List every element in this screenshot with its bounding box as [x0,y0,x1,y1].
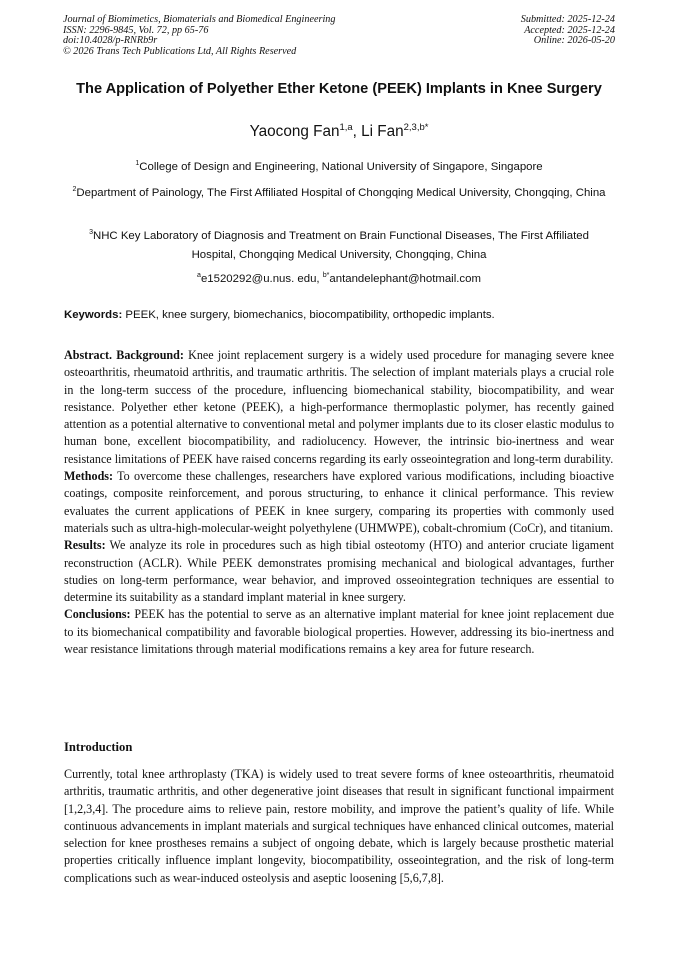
affiliation-3 [70,227,608,265]
keywords-label: Keywords: [64,309,123,321]
author-2-name: Li Fan [361,123,404,140]
affiliation-2-text: Department of Painology, The First Affiliated Hospital of Chongqing Medical University, Chongqing, China [76,187,606,199]
abstract-methods-label: Methods: [64,469,114,484]
accepted-date: Accepted: 2025-12-24 [524,24,615,36]
affiliation-1-sup: 1 [135,160,140,168]
affiliation-2 [70,184,608,203]
affiliation-1 [70,158,608,177]
abstract-conclusions-text: PEEK has the potential to serve as an alternative implant material for knee joint replacement due to its biomechanical compatibility and favorable biological properties. However, addressing its bio-inertness and wear resistance limitations through material modifications remains a key area for future research. [64,607,614,657]
affiliation-3-text: NHC Key Laboratory of Diagnosis and Treatment on Brain Functional Diseases, The First Affiliated Hospital, Chongqing Medical University, Chongqing, China [92,230,589,261]
keywords-text: PEEK, knee surgery, biomechanics, biocompatibility, orthopedic implants. [122,309,495,321]
affiliation-1-text: College of Design and Engineering, National University of Singapore, Singapore [139,161,543,173]
abstract-background-text: Knee joint replacement surgery is a widely used procedure for managing severe knee osteoarthritis, rheumatoid arthritis, and traumatic arthritis. The selection of implant materials plays a crucial role in the long-term success of the procedure, influencing biomechanical stability, biocompatibility, and wear resistance. Polyether ether ketone (PEEK), a high-performance thermoplastic polymer, has recently gained attention as a potential alternative to conventional metal and polymer implants due to its closer elastic modulus to human bone, excellent biocompatibility, and radiolucency. However, the intrinsic bio-inertness and wear resistance limitations of PEEK have raised concerns regarding its early osseointegration and long-term durability. [64,348,614,466]
email-line [70,270,608,289]
abstract-results-label: Results: [64,538,106,553]
doi-line: doi:10.4028/p-RNRb9r [63,35,158,46]
author-2-sup: 2,3,b* [403,121,429,133]
email-a[interactable]: e1520292@u.nus. edu, [200,273,323,285]
author-line [0,123,678,141]
abstract-conclusions-label: Conclusions: [64,607,131,622]
introduction-heading: Introduction [64,740,133,754]
online-date: Online: 2026-05-20 [533,35,615,46]
abstract-methods-text: To overcome these challenges, researchers have explored various modifications, including bioactive coatings, composite reinforcement, and porous structuring, to enhance it clinical performance. This review evaluates the current applications of PEEK in knee surgery, comparing its properties with commonly used materials such as ultra-high-molecular-weight polyethylene (UHMWPE), cobalt-chromium (CoCr), and titanium. [64,469,614,535]
introduction-paragraph: Currently, total knee arthroplasty (TKA) is widely used to treat severe forms of knee osteoarthritis, rheumatoid arthritis, traumatic arthritis, and other degenerative joint diseases that result in significant functional impairment [1,2,3,4]. The procedure aims to relieve pain, restore mobility, and improve the patient’s quality of life. While continuous advancements in implant materials and surgical techniques have enhanced clinical outcomes, material selection for knee prostheses remains a subject of ongoing debate, which is largely because prosthetic material properties critically influence implant longevity, biocompatibility, osseointegration, and the risk of long-term complications such as wear-induced osteolysis and aseptic loosening [5,6,7,8]. [64,767,614,885]
paper-title: The Application of Polyether Ether Ketone (PEEK) Implants in Knee Surgery [76,81,602,97]
email-b[interactable]: antandelephant@hotmail.com [329,273,481,285]
email-b-sup: b* [322,272,330,280]
abstract [64,347,614,658]
abstract-results-text: We analyze its role in procedures such as high tibial osteotomy (HTO) and anterior cruciate ligament reconstruction (ACLR). While PEEK demonstrates promising mechanical and biological advantages, further studies on long-term performance, wear behavior, and improved osseointegration techniques are essential to determine its suitability as a standard implant material in knee surgery. [64,538,614,605]
keywords [64,309,624,321]
author-1-sup: 1,a [339,121,353,133]
introduction-body [64,766,614,887]
abstract-background [64,347,614,468]
submitted-date: Submitted: 2025-12-24 [520,14,615,25]
journal-header-right [521,15,615,47]
affiliation-2-sup: 2 [72,186,77,194]
author-separator: , [352,123,362,140]
abstract-methods [64,468,614,537]
journal-header-left [63,15,335,57]
abstract-conclusions [64,606,614,658]
email-a-sup: a [197,272,201,280]
issn-line: ISSN: 2296-9845, Vol. 72, pp 65-76 [63,24,209,36]
abstract-results [64,537,614,606]
copyright-line: © 2026 Trans Tech Publications Ltd, All Rights Reserved [63,45,297,57]
journal-name: Journal of Biomimetics, Biomaterials and Biomedical Engineering [63,14,336,25]
author-1-name: Yaocong Fan [249,123,340,140]
affiliation-3-sup: 3 [89,229,93,237]
abstract-background-label: Abstract. Background: [64,348,184,362]
